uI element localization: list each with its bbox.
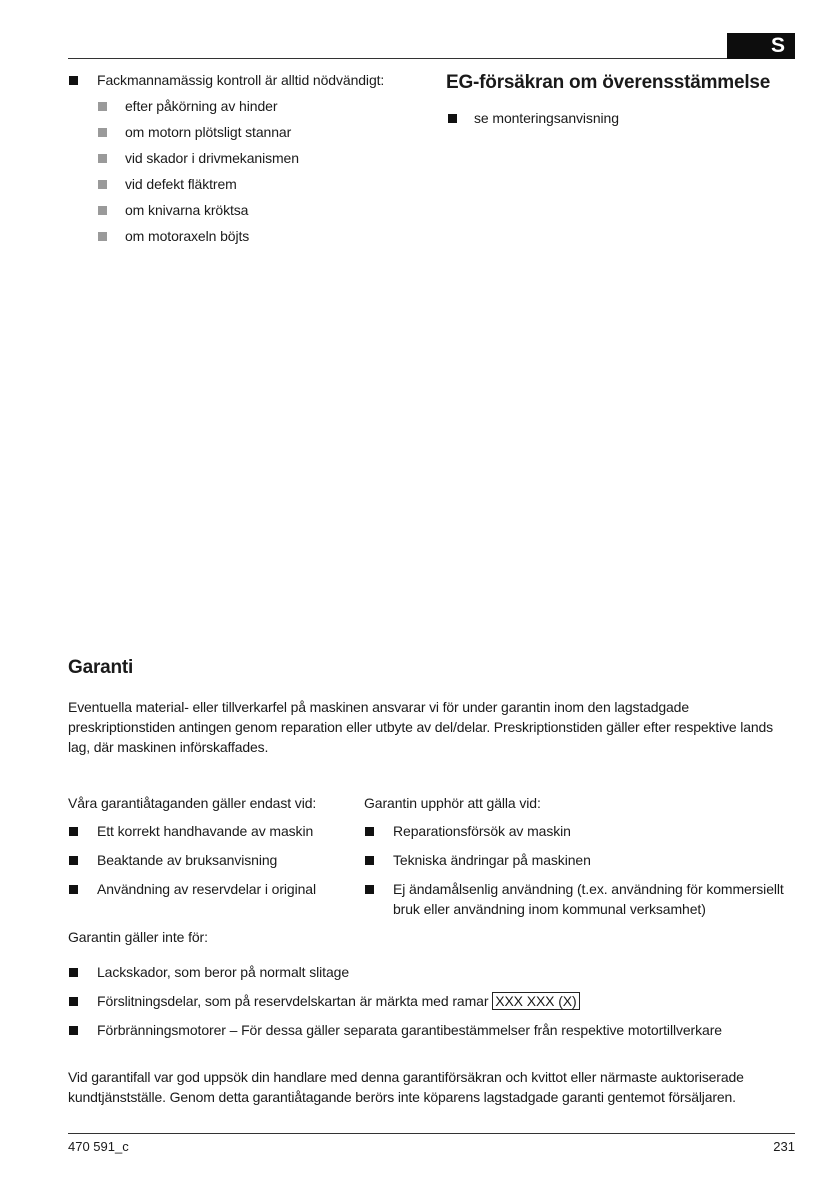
warranty-heading: Garanti [68,657,134,678]
closing-paragraph-line: Vid garantifall var god uppsök din handlare med denna garantiförsäkran och kvittot eller närmaste auktoriserade [68,1069,744,1085]
page-number: 231 [773,1139,795,1154]
list-item [97,992,580,1010]
bullet-icon [98,102,107,111]
list-item-text: Förslitningsdelar, som på reservdelskartan är märkta med ramar [97,993,489,1009]
list-item: vid skador i drivmekanismen [125,150,299,166]
bullet-icon [365,827,374,836]
list-item: Tekniska ändringar på maskinen [393,852,591,868]
bullet-icon [98,128,107,137]
list-item: Lackskador, som beror på normalt slitage [97,964,350,980]
list-item: Ej ändamålsenlig användning (t.ex. användning för kommersiellt [393,881,784,897]
bullet-icon [69,856,78,865]
warranty-valid-heading: Våra garantiåtaganden gäller endast vid: [68,795,317,811]
list-item: om motorn plötsligt stannar [125,124,292,140]
bullet-icon [365,885,374,894]
document-id: 470 591_c [68,1139,129,1154]
inspection-intro: Fackmannamässig kontroll är alltid nödvändigt: [97,72,385,88]
list-item: efter påkörning av hinder [125,98,278,114]
bullet-icon [69,968,78,977]
list-item: Beaktande av bruksanvisning [97,852,278,868]
bullet-icon [98,180,107,189]
bullet-icon [69,885,78,894]
bullet-icon [365,856,374,865]
bullet-icon [69,827,78,836]
warranty-void-heading: Garantin upphör att gälla vid: [364,795,541,811]
warranty-paragraph-line: Eventuella material- eller tillverkarfel på maskinen ansvarar vi för under garantin inom den lagstadgade [68,699,689,715]
bullet-icon [98,232,107,241]
list-item-continuation: bruk eller användning inom kommunal verksamhet) [393,901,706,917]
list-item: Användning av reservdelar i original [97,881,316,897]
closing-paragraph-line: kundtjänstställe. Genom detta garantiåtagande berörs inte köparens lagstadgade garanti gentemot försäljaren. [68,1089,736,1105]
top-rule [68,58,795,59]
language-tab: S [727,33,795,59]
warranty-paragraph-line: preskriptionstiden antingen genom reparation eller utbyte av del/delar. Preskriptionstiden gäller efter respektive lands [68,719,773,735]
list-item: Reparationsförsök av maskin [393,823,571,839]
bullet-icon [448,114,457,123]
bullet-icon [69,1026,78,1035]
list-item: om motoraxeln böjts [125,228,250,244]
framed-part-code: XXX XXX (X) [492,992,579,1010]
list-item: Förbränningsmotorer – För dessa gäller separata garantibestämmelser från respektive motortillverkare [97,1022,722,1038]
bullet-icon [98,206,107,215]
bottom-rule [68,1133,795,1134]
eg-declaration-item: se monteringsanvisning [474,110,619,126]
eg-declaration-heading: EG-försäkran om överensstämmelse [446,72,771,93]
not-covered-heading: Garantin gäller inte för: [68,929,208,945]
bullet-icon [98,154,107,163]
list-item: om knivarna kröktsa [125,202,249,218]
bullet-icon [69,76,78,85]
bullet-icon [69,997,78,1006]
list-item: vid defekt fläktrem [125,176,237,192]
list-item: Ett korrekt handhavande av maskin [97,823,314,839]
warranty-paragraph-line: lag, där maskinen införskaffades. [68,739,269,755]
